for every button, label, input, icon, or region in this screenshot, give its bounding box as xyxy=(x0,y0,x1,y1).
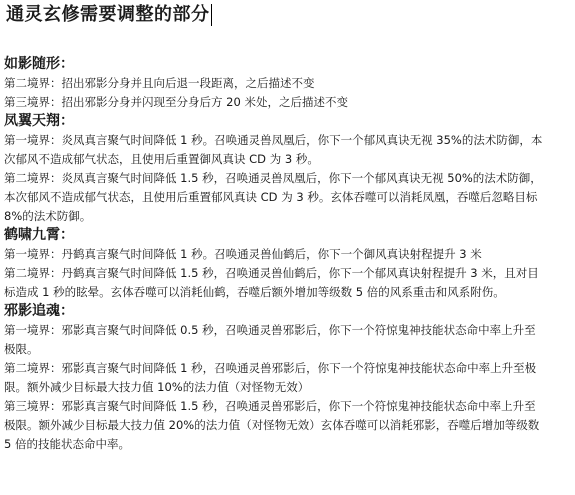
paragraph-line: 本次郁风不造成郁气状态，且使用后重置郁风真诀 CD 为 3 秒。玄体吞噬可以消耗凤凰，吞噬后忽略目标 xyxy=(4,190,538,204)
paragraph-line: 极限。额外减少目标最大技力值 20%的法力值（对怪物无效）玄体吞噬可以消耗邪影，吞噬后增加等级数 xyxy=(4,418,540,432)
paragraph-line: 第一境界：邪影真言聚气时间降低 0.5 秒，召唤通灵兽邪影后，你下一个符惊鬼神技能状态命中率上升至 xyxy=(4,323,536,337)
section-heading: 鹤啸九霄： xyxy=(4,227,74,243)
text-cursor xyxy=(211,4,212,26)
paragraph-line: 第二境界：邪影真言聚气时间降低 1 秒，召唤通灵兽邪影后，你下一个符惊鬼神技能状态命中率上升至极 xyxy=(4,361,537,375)
paragraph-line: 次郁风不造成郁气状态，且使用后重置御风真诀 CD 为 3 秒。 xyxy=(4,152,319,166)
paragraph-line: 标造成 1 秒的眩晕。玄体吞噬可以消耗仙鹤，吞噬后额外增加等级数 5 倍的风系重击和风系附伤。 xyxy=(4,285,505,299)
paragraph-line: 第二境界：丹鹤真言聚气时间降低 1.5 秒，召唤通灵兽仙鹤后，你下一个郁风真诀射程提升 3 米，且对目 xyxy=(4,266,539,280)
paragraph-line: 8%的法术防御。 xyxy=(4,209,92,223)
paragraph-line: 第二境界：招出邪影分身并且向后退一段距离，之后描述不变 xyxy=(4,76,315,90)
section-heading: 如影随形： xyxy=(4,56,74,72)
paragraph-line: 第二境界：炎凤真言聚气时间降低 1.5 秒，召唤通灵兽凤凰后，你下一个郁风真诀无视 50%的法术防御， xyxy=(4,171,542,185)
paragraph-line: 限。额外减少目标最大技力值 10%的法力值（对怪物无效） xyxy=(4,380,310,394)
paragraph-line: 第一境界：丹鹤真言聚气时间降低 1 秒。召唤通灵兽仙鹤后，你下一个御风真诀射程提升 3 米 xyxy=(4,247,482,261)
paragraph-line: 极限。 xyxy=(4,342,39,356)
document-title: 通灵玄修需要调整的部分 xyxy=(6,4,210,25)
paragraph-line: 第一境界：炎凤真言聚气时间降低 1 秒。召唤通灵兽凤凰后，你下一个郁风真诀无视 35%的法术防御，本 xyxy=(4,133,543,147)
section-heading: 邪影追魂： xyxy=(4,303,74,319)
paragraph-line: 第三境界：邪影真言聚气时间降低 1.5 秒，召唤通灵兽邪影后，你下一个符惊鬼神技能状态命中率上升至 xyxy=(4,399,536,413)
paragraph-line: 第三境界：招出邪影分身并闪现至分身后方 20 米处，之后描述不变 xyxy=(4,95,348,109)
section-heading: 凤翼天翔： xyxy=(4,113,74,129)
document-body xyxy=(4,55,570,454)
paragraph-line: 5 倍的技能状态命中率。 xyxy=(4,437,130,451)
title-area[interactable] xyxy=(6,2,212,28)
